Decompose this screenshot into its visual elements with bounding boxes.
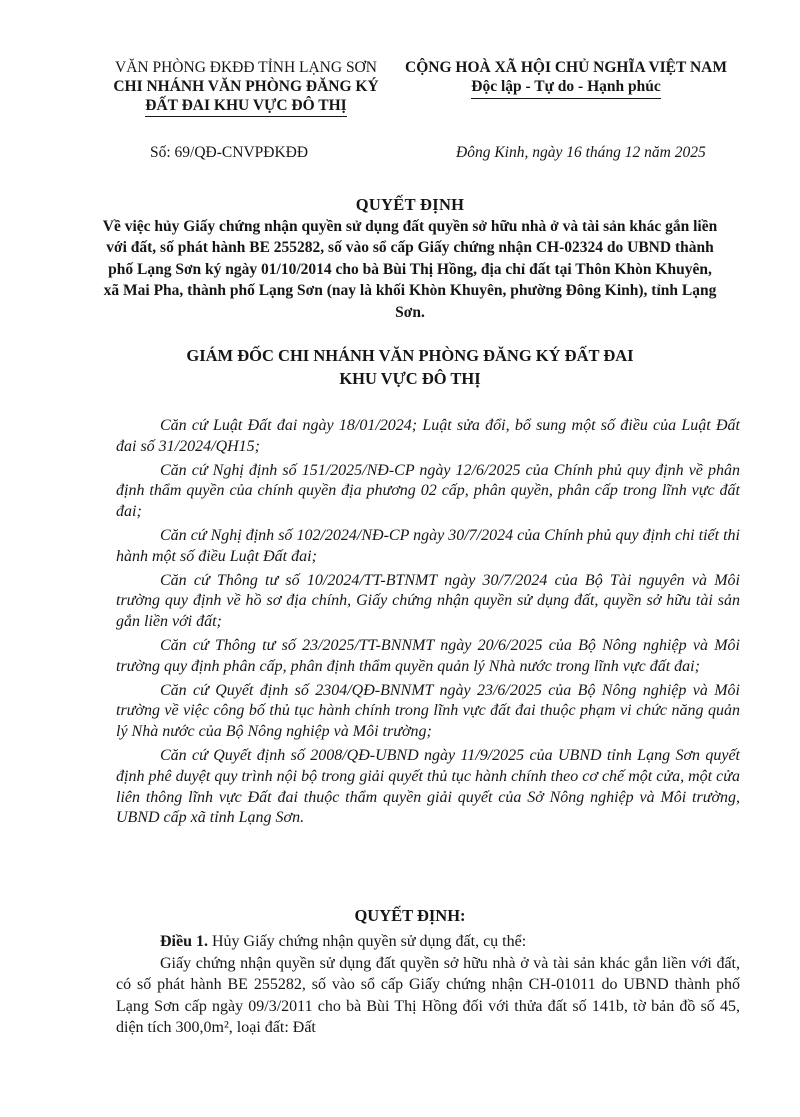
legal-basis-item: Căn cứ Nghị định số 102/2024/NĐ-CP ngày 30/7/2024 của Chính phủ quy định chi tiết thi hành một số điều Luật Đất đai; xyxy=(116,526,740,565)
national-motto: Độc lập - Tự do - Hạnh phúc xyxy=(471,77,660,99)
national-header xyxy=(392,58,740,99)
issuing-authority xyxy=(100,344,720,390)
article-1-heading-line xyxy=(116,931,740,953)
legal-basis-item: Căn cứ Luật Đất đai ngày 18/01/2024; Luật sửa đổi, bổ sung một số điều của Luật Đất đai số 31/2024/QH15; xyxy=(116,417,740,455)
legal-basis-item: Căn cứ Nghị định số 151/2025/NĐ-CP ngày 12/6/2025 của Chính phủ quy định về phân định thẩm quyền của chính quyền địa phương 02 cấp, phân quyền, phân cấp trong lĩnh vực đất đai; xyxy=(116,461,740,521)
place-and-date: Đông Kinh, ngày 16 tháng 12 năm 2025 xyxy=(456,144,706,161)
legal-basis-item: Căn cứ Thông tư số 23/2025/TT-BNNMT ngày 20/6/2025 của Bộ Nông nghiệp và Môi trường quy định phân cấp, phân định thẩm quyền quản lý Nhà nước trong lĩnh vực đất đai; xyxy=(116,636,740,675)
article-1 xyxy=(116,931,740,1039)
authority-line2: KHU VỰC ĐÔ THỊ xyxy=(339,369,481,388)
agency-name-line1: CHI NHÁNH VĂN PHÒNG ĐĂNG KÝ xyxy=(113,78,379,95)
article-1-label: Điều 1. xyxy=(160,933,208,950)
legal-basis-item: Căn cứ Thông tư số 10/2024/TT-BTNMT ngày 30/7/2024 của Bộ Tài nguyên và Môi trường quy định về hồ sơ địa chính, Giấy chứng nhận quyền sử dụng đất, quyền sở hữu tài sản gắn liền với đất; xyxy=(116,571,740,631)
national-title: CỘNG HOÀ XÃ HỘI CHỦ NGHĨA VIỆT NAM xyxy=(405,59,727,76)
authority-line1: GIÁM ĐỐC CHI NHÁNH VĂN PHÒNG ĐĂNG KÝ ĐẤT ĐAI xyxy=(186,346,634,365)
parent-agency-name: VĂN PHÒNG ĐKĐĐ TỈNH LẠNG SƠN xyxy=(115,59,377,76)
document-title: QUYẾT ĐỊNH xyxy=(355,195,465,214)
document-subject: Về việc hủy Giấy chứng nhận quyền sử dụng đất quyền sở hữu nhà ở và tài sản khác gắn liền với đất, số phát hành BE 255282, số vào sổ cấp Giấy chứng nhận CH-02324 do UBND thành phố Lạng Sơn ký ngày 01/10/2014 cho bà Bùi Thị Hồng, địa chỉ đất tại Thôn Khòn Khuyên, xã Mai Pha, thành phố Lạng Sơn (nay là khối Khòn Khuyên, phường Đông Kinh), tỉnh Lạng Sơn. xyxy=(102,217,718,321)
legal-basis-item: Căn cứ Quyết định số 2304/QĐ-BNNMT ngày 23/6/2025 của Bộ Nông nghiệp và Môi trường về việc công bố thủ tục hành chính trong lĩnh vực đất đai thuộc phạm vi chức năng quản lý Nhà nước của Bộ Nông nghiệp và Môi trường; xyxy=(116,681,740,741)
decision-heading: QUYẾT ĐỊNH: xyxy=(354,906,466,925)
legal-basis-list xyxy=(116,416,740,832)
document-title-block xyxy=(100,194,720,323)
article-1-body: Giấy chứng nhận quyền sử dụng đất quyền sở hữu nhà ở và tài sản khác gắn liền với đất, có số phát hành BE 255282, số vào sổ cấp Giấy chứng nhận CH-01011 do UBND thành phố Lạng Sơn cấp ngày 09/3/2011 cho bà Bùi Thị Hồng đối với thửa đất số 141b, tờ bản đồ số 45, diện tích 300,0m², loại đất: Đất xyxy=(116,954,740,1036)
agency-name-line2: ĐẤT ĐAI KHU VỰC ĐÔ THỊ xyxy=(145,96,346,117)
document-number: Số: 69/QĐ-CNVPĐKĐĐ xyxy=(150,144,309,161)
article-1-heading: Hủy Giấy chứng nhận quyền sử dụng đất, cụ thể: xyxy=(208,933,527,950)
issuing-agency-header xyxy=(96,58,396,117)
legal-basis-item: Căn cứ Quyết định số 2008/QĐ-UBND ngày 11/9/2025 của UBND tỉnh Lạng Sơn quyết định phê duyệt quy trình nội bộ trong giải quyết thủ tục hành chính theo cơ chế một cửa, một cửa liên thông lĩnh vực Đất đai thuộc thẩm quyền giải quyết của Sở Nông nghiệp và Môi trường, UBND cấp xã tỉnh Lạng Sơn. xyxy=(116,746,740,827)
